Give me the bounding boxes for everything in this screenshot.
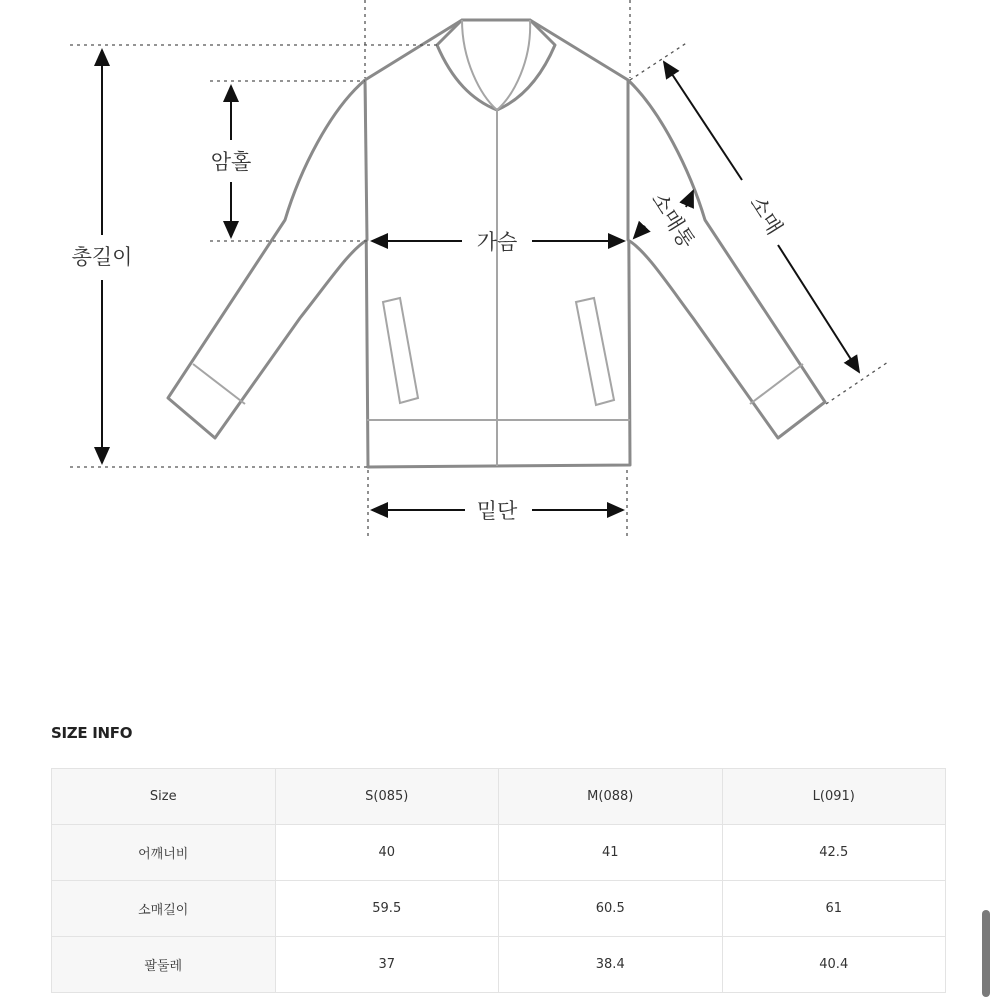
table-row [52, 825, 946, 881]
table-cell: 38.4 [499, 937, 723, 993]
table-header-s: S(085) [275, 769, 499, 825]
table-cell: 41 [499, 825, 723, 881]
sleeve-label: 소매 [745, 191, 787, 239]
scrollbar-thumb[interactable] [982, 910, 990, 997]
armhole-label: 암홀 [210, 150, 252, 174]
row-label-sleeve-length: 소매길이 [52, 881, 276, 937]
table-header-row [52, 769, 946, 825]
size-info-table [51, 768, 946, 993]
table-cell: 40.4 [722, 937, 946, 993]
table-row [52, 881, 946, 937]
table-cell: 59.5 [275, 881, 499, 937]
chest-label: 가슴 [476, 230, 518, 254]
sleeve-width-label: 소매통 [646, 188, 700, 253]
row-label-arm-circumference: 팔둘레 [52, 937, 276, 993]
table-cell: 42.5 [722, 825, 946, 881]
table-cell: 37 [275, 937, 499, 993]
size-info-title: SIZE INFO [51, 724, 133, 742]
table-header-size: Size [52, 769, 276, 825]
table-header-l: L(091) [722, 769, 946, 825]
table-cell: 60.5 [499, 881, 723, 937]
table-cell: 61 [722, 881, 946, 937]
table-header-m: M(088) [499, 769, 723, 825]
table-cell: 40 [275, 825, 499, 881]
table-row [52, 937, 946, 993]
row-label-shoulder: 어깨너비 [52, 825, 276, 881]
total-length-label: 총길이 [71, 245, 133, 269]
hem-label: 밑단 [476, 499, 518, 523]
